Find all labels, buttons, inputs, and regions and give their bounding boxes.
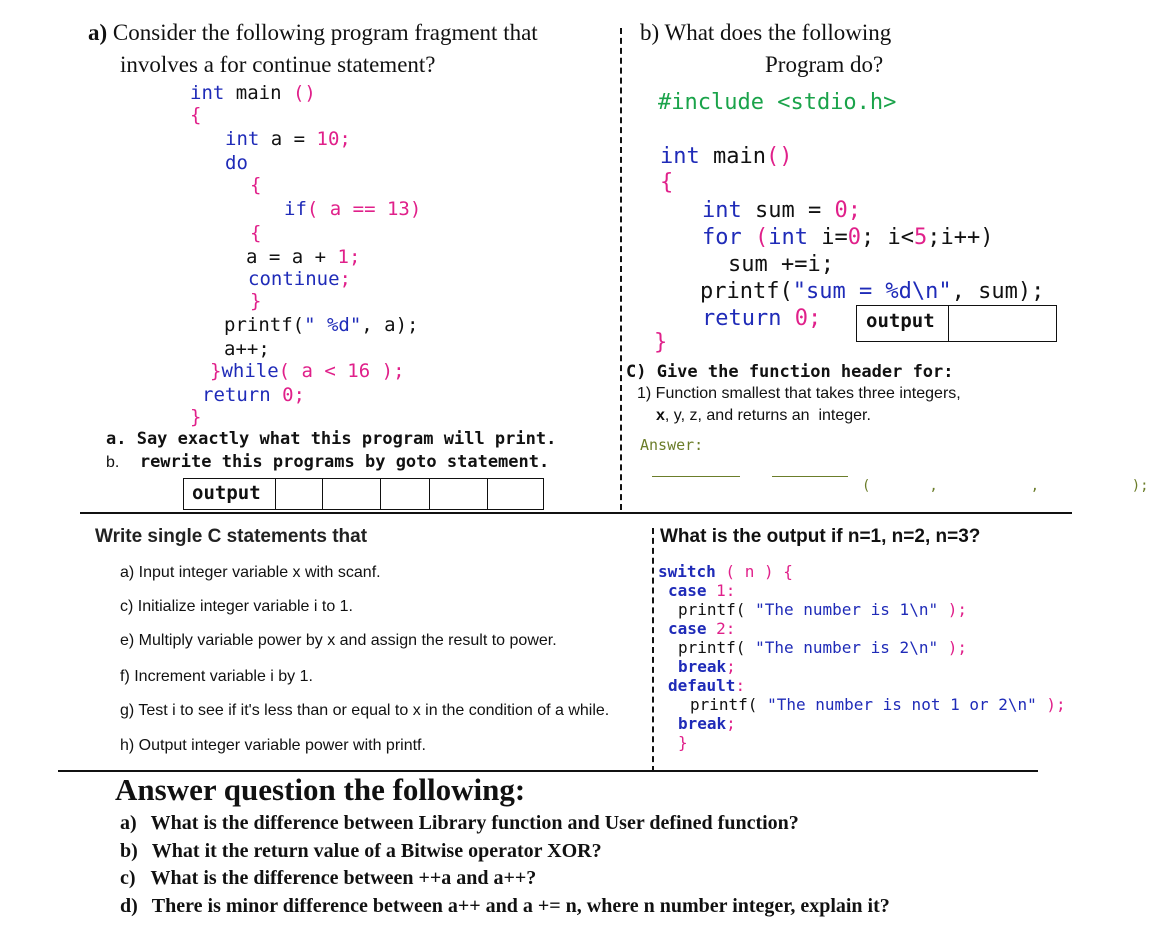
task-a: a. Say exactly what this program will print. [106,429,557,449]
write-statements-title: Write single C statements that [95,526,368,547]
switch-question-title: What is the output if n=1, n=2, n=3? [660,526,981,547]
output-box-b[interactable] [856,305,1057,342]
output-cell[interactable] [430,479,488,509]
answer-punctuation: ( , , ); [862,478,1149,494]
output-label-b: output [857,306,949,341]
final-question-c: c) What is the difference between ++a and a++? [120,867,537,889]
question-c-item1: 1) Function smallest that takes three integers, [637,385,961,402]
answer-blank-1[interactable] [652,476,740,477]
vertical-divider-bottom [652,528,654,772]
output-cell[interactable] [488,479,543,509]
final-question-d: d) There is minor difference between a++ and a += n, where n number integer, explain it? [120,895,890,917]
output-cell[interactable] [381,479,430,509]
vertical-divider-top [620,28,622,510]
question-a-line2: involves a for continue statement? [120,52,436,77]
statement-item: g) Test i to see if it's less than or equal to x in the condition of a while. [120,702,610,719]
statement-item: a) Input integer variable x with scanf. [120,564,381,581]
statement-item: h) Output integer variable power with printf. [120,737,426,754]
task-b: b. rewrite this programs by goto statement. [106,452,550,472]
horizontal-divider-middle [80,512,1072,514]
question-b-line2: Program do? [765,52,884,77]
statement-item: e) Multiply variable power by x and assign the result to power. [120,632,557,649]
question-c-title: C) Give the function header for: [626,362,954,382]
statement-item: c) Initialize integer variable i to 1. [120,598,353,615]
final-question-a: a) What is the difference between Library function and User defined function? [120,812,799,834]
question-a-line1: a) Consider the following program fragment that [88,20,538,45]
output-cell[interactable] [323,479,381,509]
answer-blank-2[interactable] [772,476,848,477]
final-question-b: b) What it the return value of a Bitwise operator XOR? [120,840,602,862]
output-label-a: output [184,479,276,509]
question-b-line1: b) What does the following [640,20,892,45]
question-c-item1b: x, y, z, and returns an integer. [656,407,871,424]
final-title: Answer question the following: [115,772,526,807]
output-cell[interactable] [949,306,1055,341]
answer-label: Answer: [640,436,704,454]
statement-item: f) Increment variable i by 1. [120,668,313,685]
output-cell[interactable] [276,479,323,509]
output-box-a[interactable] [183,478,544,510]
